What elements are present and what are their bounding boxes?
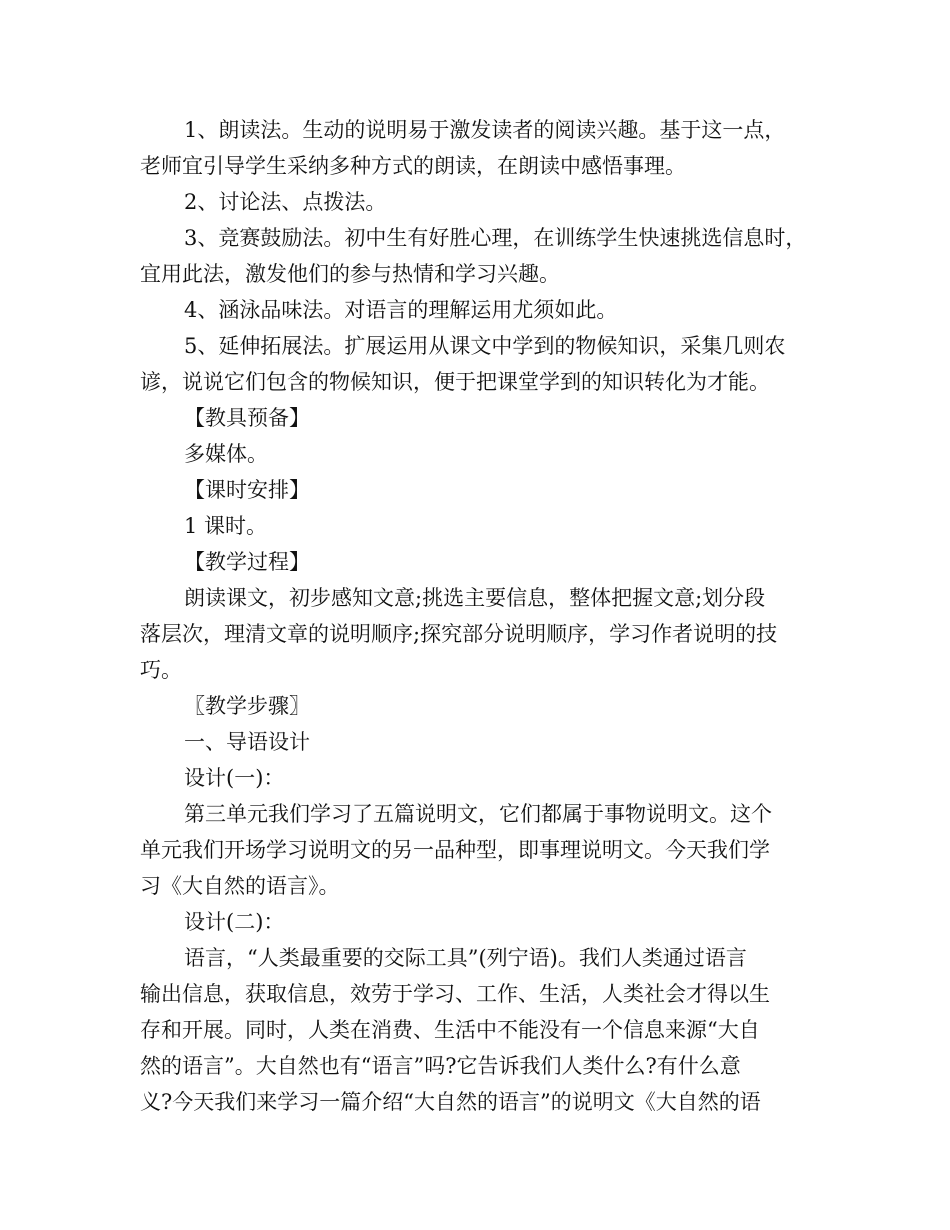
paragraph-line: 单元我们开场学习说明文的另一品种型，即事理说明文。今天我们学	[140, 838, 770, 862]
subsection-heading: 设计(二)：	[184, 910, 285, 934]
section-heading: 【教具预备】	[184, 406, 310, 430]
paragraph-line: 习《大自然的语言》。	[140, 874, 340, 898]
subsection-heading: 设计(一)：	[184, 766, 285, 790]
subsection-heading: 一、导语设计	[184, 730, 310, 754]
paragraph-line: 老师宜引导学生采纳多种方式的朗读，在朗读中感悟事理。	[140, 154, 686, 178]
paragraph-line: 输出信息，获取信息，效劳于学习、工作、生活，人类社会才得以生	[140, 982, 770, 1006]
paragraph-line: 义?今天我们来学习一篇介绍“大自然的语言”的说明文《大自然的语	[140, 1090, 761, 1114]
paragraph-line: 宜用此法，激发他们的参与热情和学习兴趣。	[140, 262, 560, 286]
document-body	[140, 112, 830, 1120]
paragraph-line: 落层次，理清文章的说明顺序;探究部分说明顺序，学习作者说明的技	[140, 622, 778, 646]
section-heading: 〖教学步骤〗	[184, 694, 310, 718]
section-heading: 【课时安排】	[184, 478, 310, 502]
paragraph-line: 语言，“人类最重要的交际工具”(列宁语)。我们人类通过语言	[184, 946, 747, 970]
paragraph-line: 1 课时。	[184, 514, 268, 538]
paragraph-line: 第三单元我们学习了五篇说明文，它们都属于事物说明文。这个	[184, 802, 772, 826]
section-heading: 【教学过程】	[184, 550, 310, 574]
paragraph-line: 巧。	[140, 658, 182, 682]
paragraph-line: 4、涵泳品味法。对语言的理解运用尤须如此。	[184, 298, 618, 322]
paragraph-line: 多媒体。	[184, 442, 268, 466]
paragraph-line: 谚，说说它们包含的物候知识，便于把课堂学到的知识转化为才能。	[140, 370, 770, 394]
paragraph-line: 存和开展。同时，人类在消费、生活中不能没有一个信息来源“大自	[140, 1018, 760, 1042]
paragraph-line: 朗读课文，初步感知文意;挑选主要信息，整体把握文意;划分段	[184, 586, 766, 610]
paragraph-line: 1、朗读法。生动的说明易于激发读者的阅读兴趣。基于这一点，	[184, 118, 786, 142]
paragraph-line: 2、讨论法、点拨法。	[184, 190, 387, 214]
paragraph-line: 5、延伸拓展法。扩展运用从课文中学到的物候知识，采集几则农	[184, 334, 786, 358]
paragraph-line: 3、竞赛鼓励法。初中生有好胜心理，在训练学生快速挑选信息时，	[184, 226, 807, 250]
paragraph-line: 然的语言”。大自然也有“语言”吗?它告诉我们人类什么?有什么意	[140, 1054, 741, 1078]
